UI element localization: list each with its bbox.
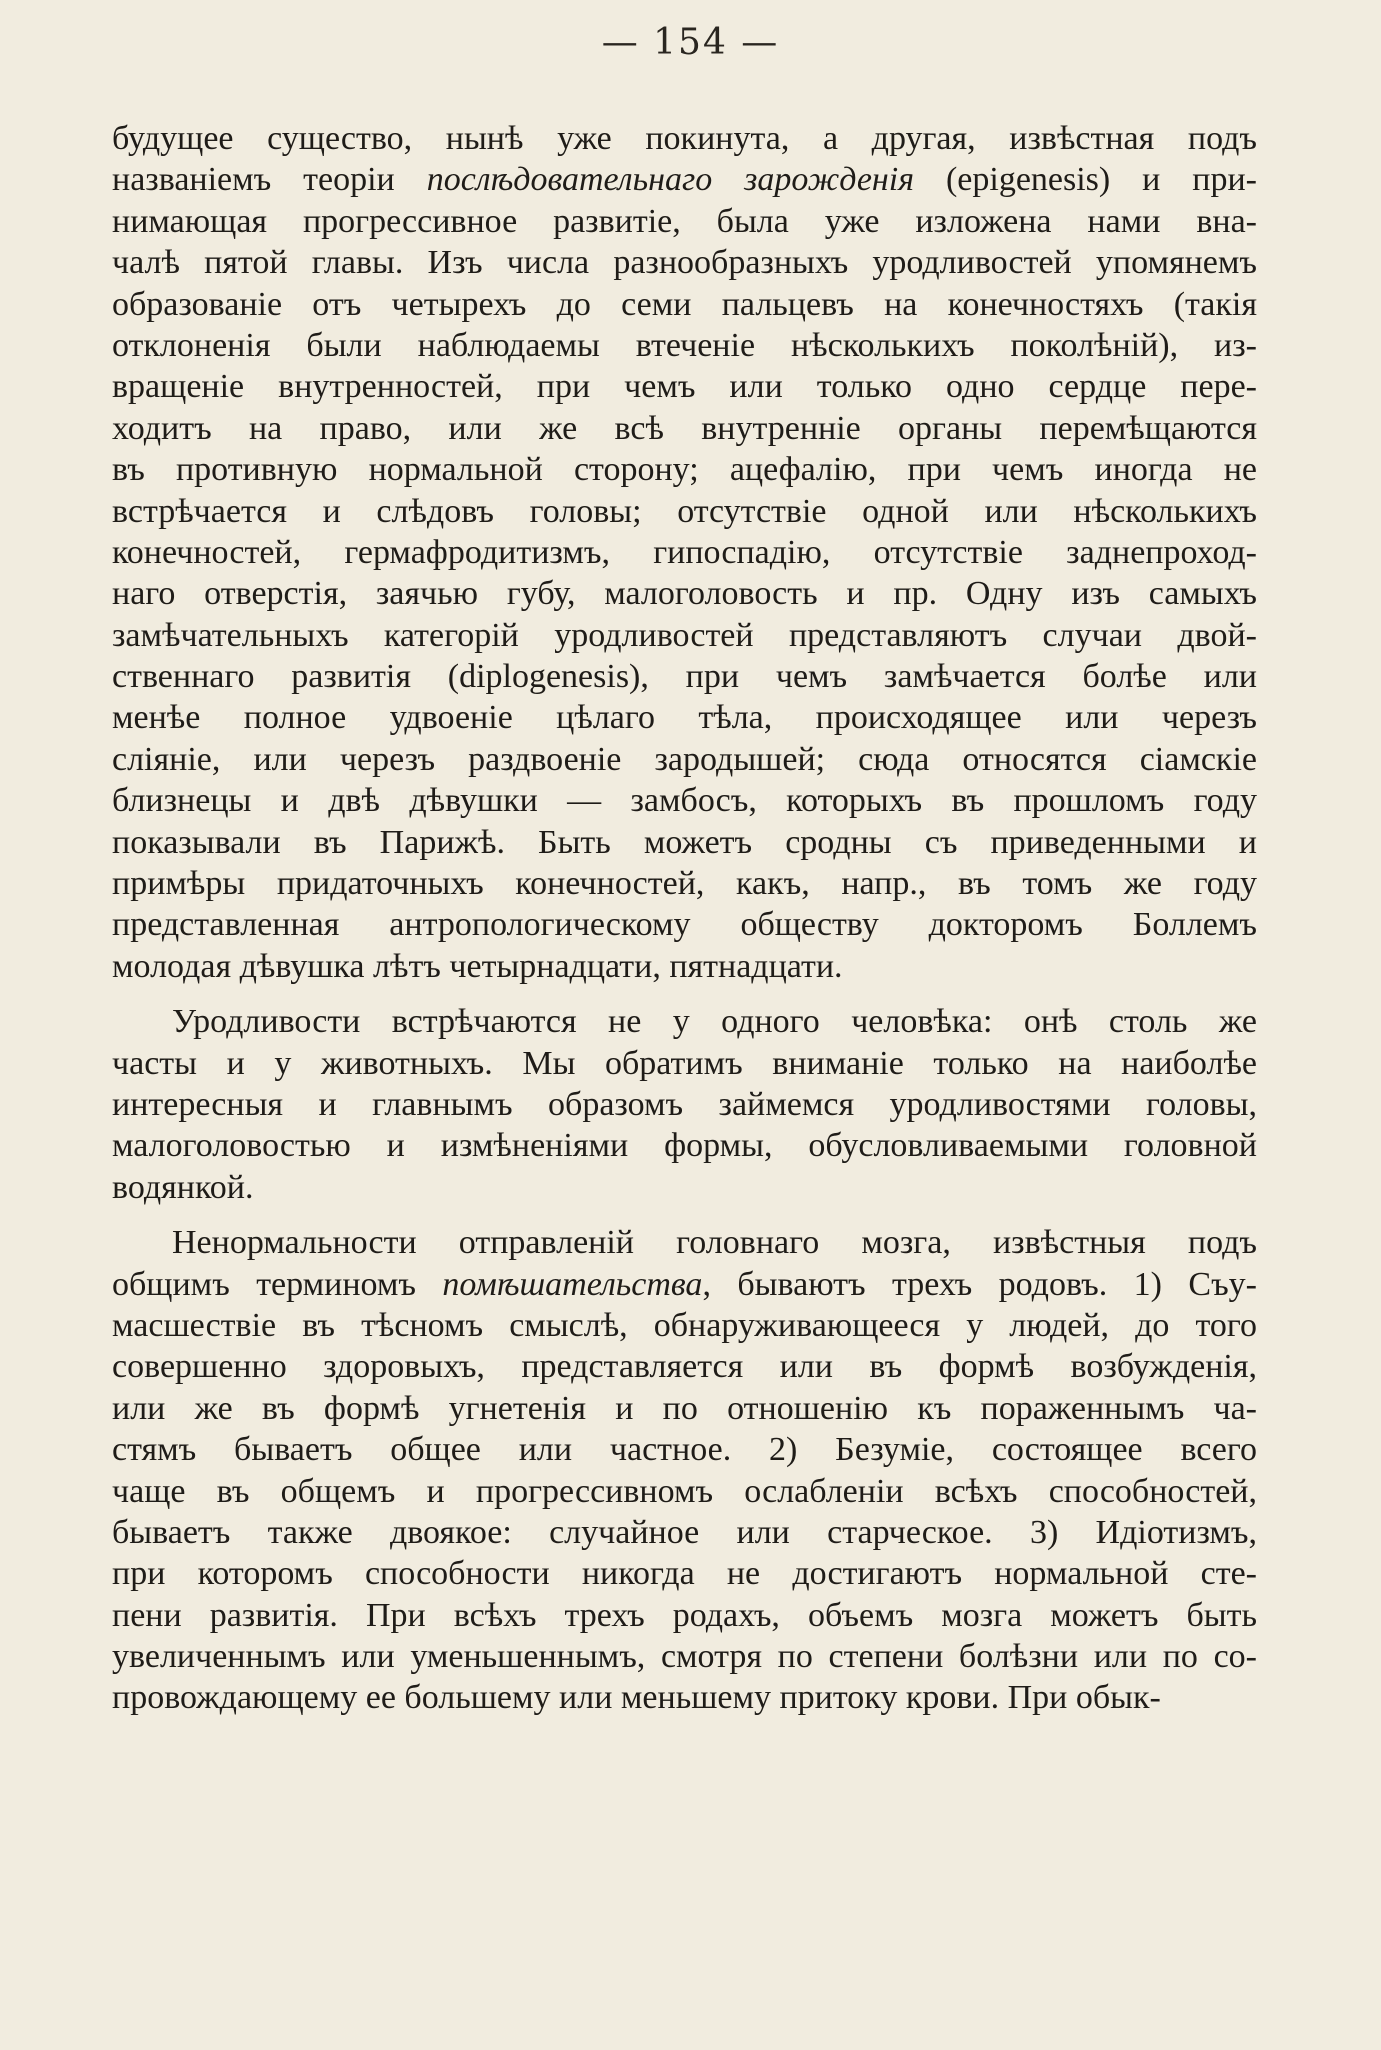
paragraph (112, 1001, 1257, 1208)
text-line: Уродливости встрѣчаются не у одного человѣка: онѣ столь же (172, 1003, 1257, 1041)
text-line: совершенно здоровыхъ, представляется или въ формѣ возбужденія, (112, 1348, 1257, 1386)
text-line: замѣчательныхъ категорій уродливостей представляютъ случаи двой- (112, 616, 1257, 654)
text-line: бываетъ также двоякое: случайное или старческое. 3) Идіотизмъ, (112, 1513, 1257, 1551)
text-line: или же въ формѣ угнетенія и по отношенію къ пораженнымъ ча- (112, 1389, 1257, 1427)
text-line: чалѣ пятой главы. Изъ числа разнообразныхъ уродливостей упомянемъ (112, 244, 1257, 282)
text-line: образованіе отъ четырехъ до семи пальцевъ на конечностяхъ (такія (112, 285, 1257, 323)
text-line: молодая дѣвушка лѣтъ четырнадцати, пятнадцати. (112, 947, 843, 985)
text-line: стямъ бываетъ общее или частное. 2) Безуміе, состоящее всего (112, 1431, 1257, 1469)
text-line: часты и у животныхъ. Мы обратимъ вниманіе только на наиболѣе (112, 1044, 1257, 1082)
paragraph-gap (112, 1208, 1257, 1222)
italic-term: помѣшательства (442, 1265, 703, 1303)
text-line: нимающая прогрессивное развитіе, была уже изложена нами вна- (112, 202, 1257, 240)
text-line: чаще въ общемъ и прогрессивномъ ослабленіи всѣхъ способностей, (112, 1472, 1257, 1510)
text-line: ходитъ на право, или же всѣ внутренніе органы перемѣщаются (112, 409, 1257, 447)
body-text (112, 118, 1257, 1719)
text-line: конечностей, гермафродитизмъ, гипоспадію, отсутствіе заднепроход- (112, 533, 1257, 571)
text-line: интересныя и главнымъ образомъ займемся уродливостями головы, (112, 1085, 1257, 1123)
text-line: наго отверстія, заячью губу, малоголовость и пр. Одну изъ самыхъ (112, 575, 1257, 613)
text-line: близнецы и двѣ дѣвушки — замбосъ, которыхъ въ прошломъ году (112, 782, 1257, 820)
text-line: примѣры придаточныхъ конечностей, какъ, напр., въ томъ же году (112, 865, 1257, 903)
text-line: названіемъ теоріи послѣдовательнаго зарожденія (epigenesis) и при- (112, 161, 1257, 199)
text-line: водянкой. (112, 1168, 254, 1206)
text-line: ственнаго развитія (diplogenesis), при чемъ замѣчается болѣе или (112, 658, 1257, 696)
text-line: показывали въ Парижѣ. Быть можетъ сродны съ приведенными и (112, 823, 1257, 861)
text-line: увеличеннымъ или уменьшеннымъ, смотря по степени болѣзни или по со- (112, 1638, 1257, 1676)
text-line: при которомъ способности никогда не достигаютъ нормальной сте- (112, 1555, 1257, 1593)
text-line: въ противную нормальной сторону; ацефалію, при чемъ иногда не (112, 451, 1257, 489)
paragraph-gap (112, 987, 1257, 1001)
text-line: пени развитія. При всѣхъ трехъ родахъ, объемъ мозга можетъ быть (112, 1596, 1257, 1634)
text-line: вращеніе внутренностей, при чемъ или только одно сердце пере- (112, 368, 1257, 406)
text-line: отклоненія были наблюдаемы втеченіе нѣсколькихъ поколѣній), из- (112, 326, 1257, 364)
text-line: будущее существо, нынѣ уже покинута, а другая, извѣстная подъ (112, 120, 1257, 157)
page-number: — 154 — (601, 22, 780, 63)
text-line: Ненормальности отправленій головнаго мозга, извѣстныя подъ (172, 1224, 1257, 1262)
paragraph (112, 1222, 1257, 1719)
text-line: провождающему ее большему или меньшему притоку крови. При обык- (112, 1679, 1161, 1717)
text-line: представленная антропологическому обществу докторомъ Боллемъ (112, 906, 1257, 944)
text-line: менѣе полное удвоеніе цѣлаго тѣла, происходящее или черезъ (112, 699, 1257, 737)
text-line: встрѣчается и слѣдовъ головы; отсутствіе одной или нѣсколькихъ (112, 492, 1257, 530)
italic-term: послѣдовательнаго зарожденія (426, 161, 915, 199)
paragraph (112, 118, 1257, 987)
text-line: общимъ терминомъ помѣшательства, бываютъ трехъ родовъ. 1) Съу- (112, 1265, 1258, 1303)
text-line: сліяніе, или черезъ раздвоеніе зародышей; сюда относятся сіамскіе (112, 740, 1257, 778)
text-line: масшествіе въ тѣсномъ смыслѣ, обнаруживающееся у людей, до того (112, 1306, 1257, 1344)
text-line: малоголовостью и измѣненіями формы, обусловливаемыми головной (112, 1127, 1257, 1165)
